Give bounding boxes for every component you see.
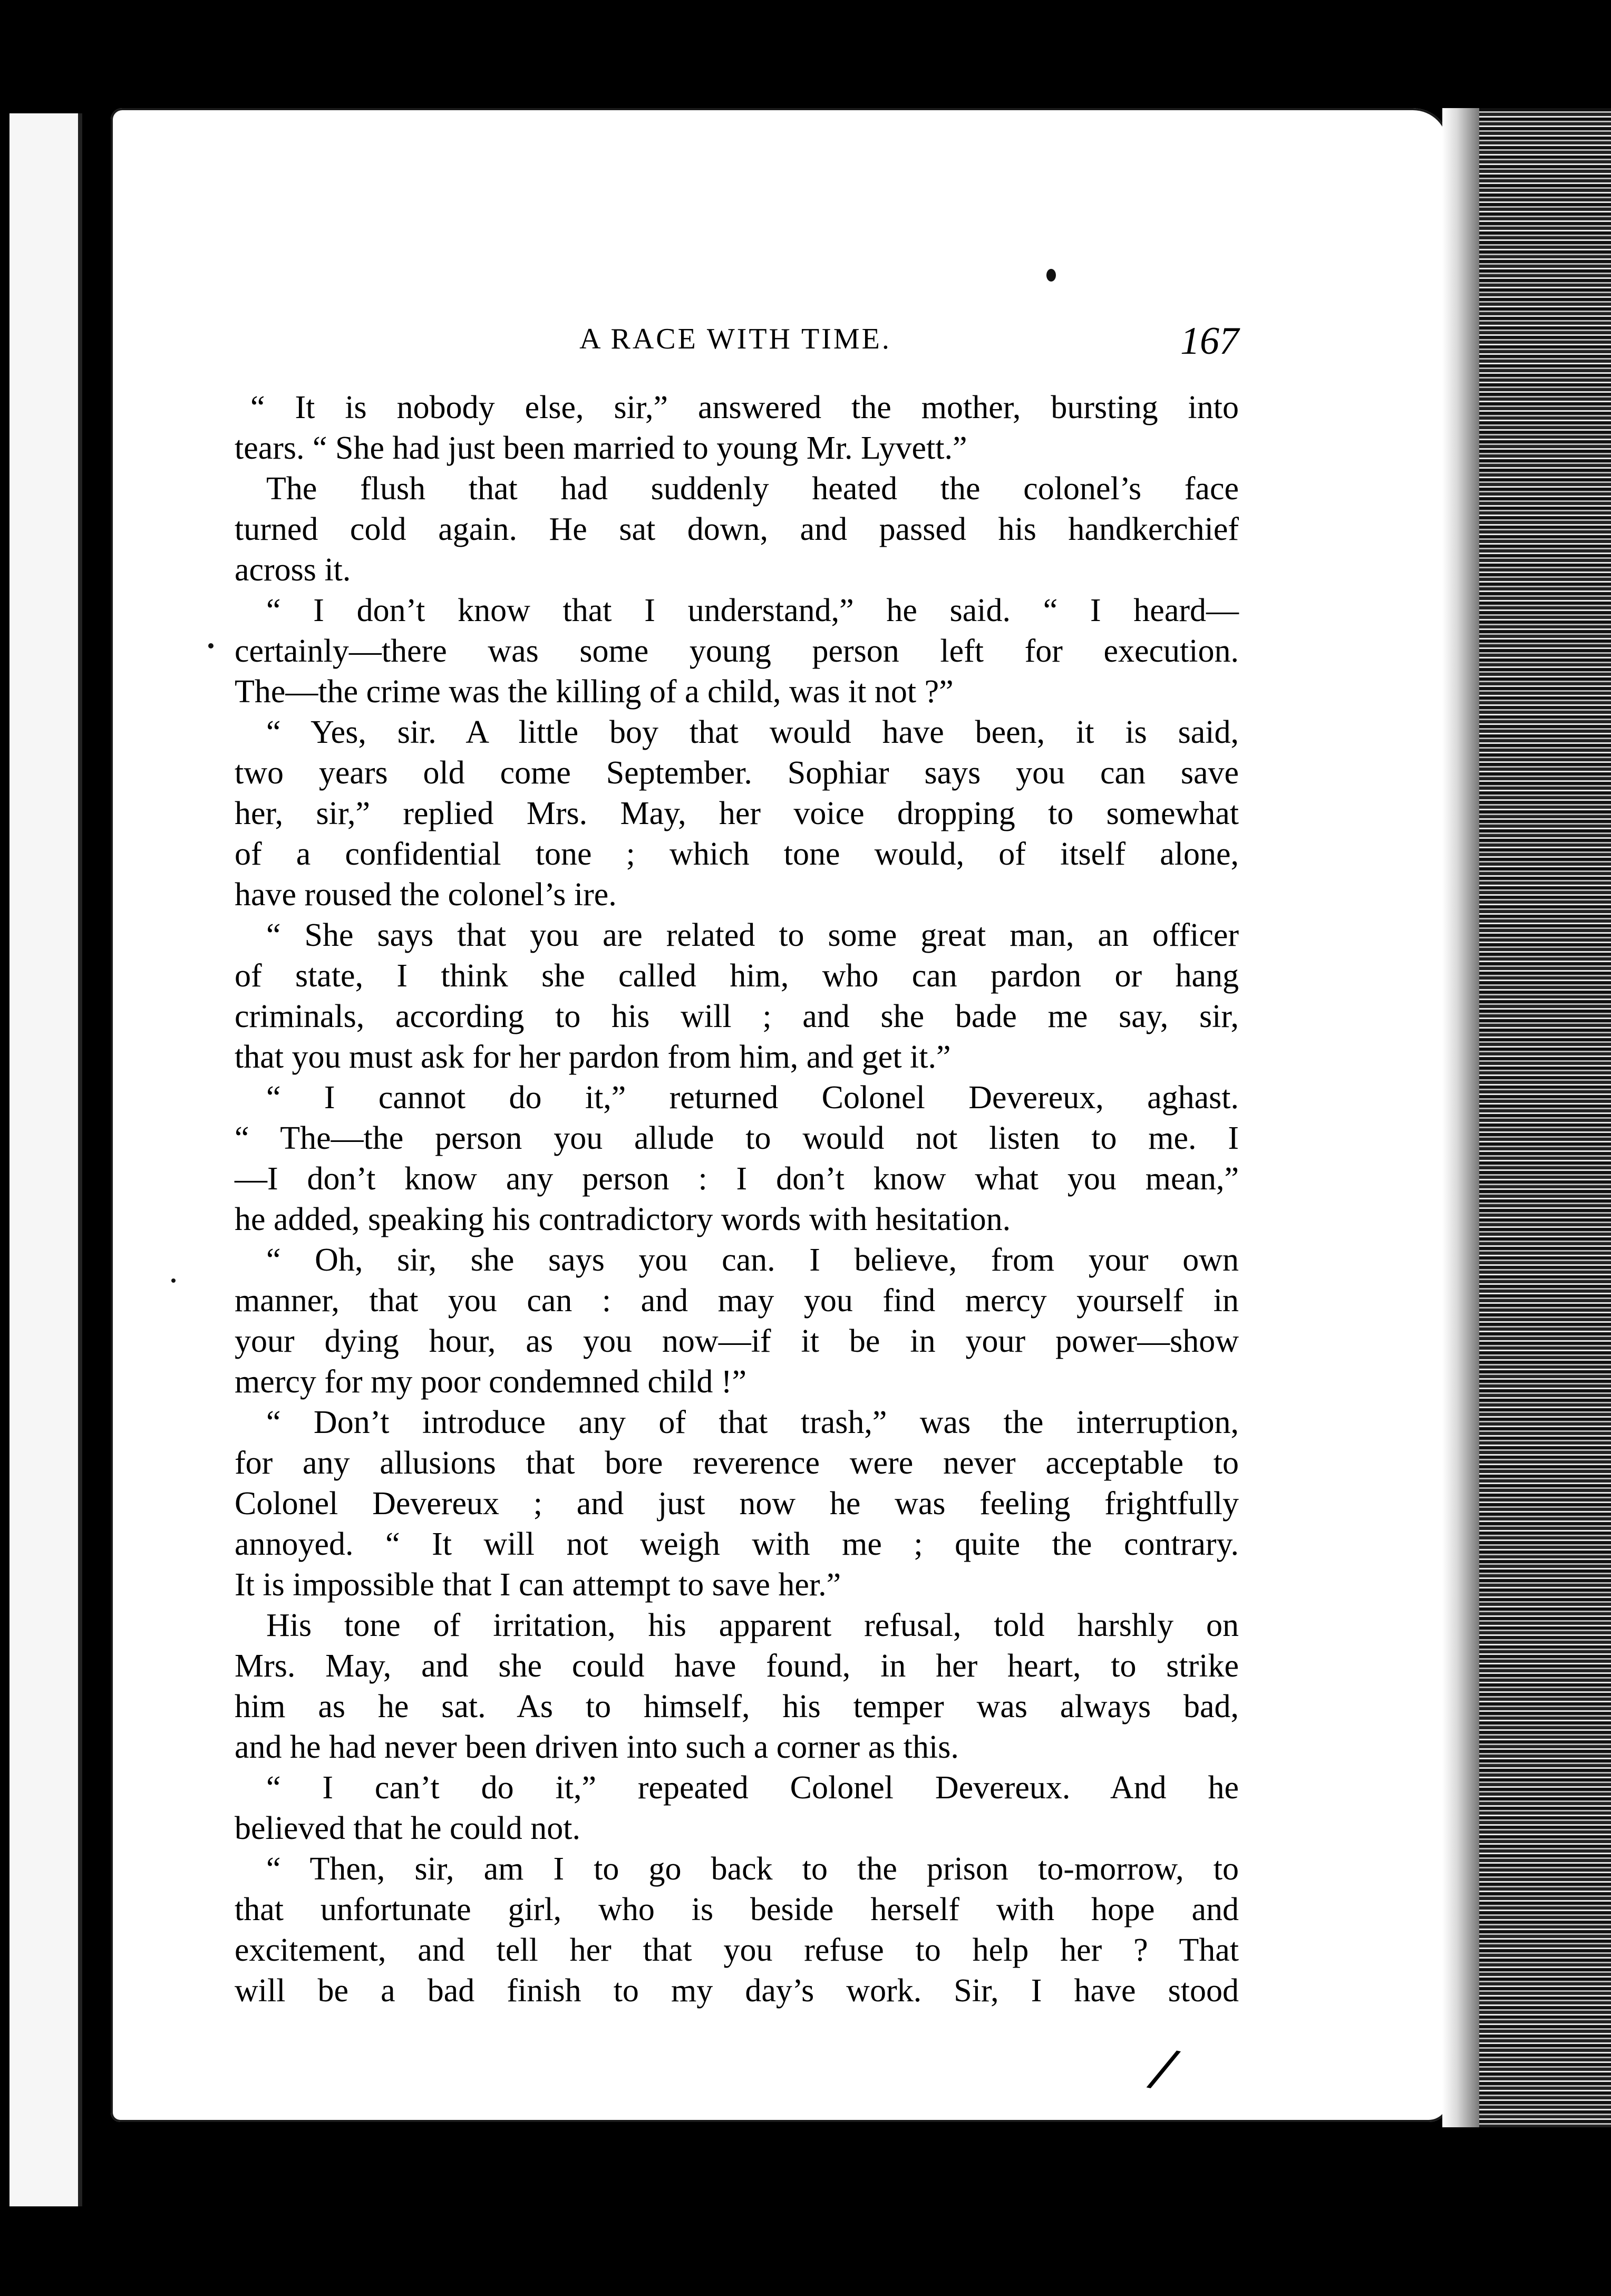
page-number: 167 (1180, 319, 1239, 363)
previous-page-edge (9, 113, 82, 2206)
text-line: have roused the colonel’s ire. (235, 877, 617, 913)
text-line: that unfortunate girl, who is beside herself with hope and (235, 1892, 1239, 1927)
text-line: criminals, according to his will ; and she bade me say, sir, (235, 999, 1239, 1034)
text-line: “ I can’t do it,” repeated Colonel Devereux. And he (266, 1770, 1239, 1806)
ink-speck (171, 1278, 176, 1283)
text-line: her, sir,” replied Mrs. May, her voice dropping to somewhat (235, 796, 1239, 831)
text-line: of state, I think she called him, who can pardon or hang (235, 958, 1239, 994)
text-line: Mrs. May, and she could have found, in her heart, to strike (235, 1648, 1239, 1684)
text-line: —I don’t know any person : I don’t know what you mean,” (235, 1161, 1239, 1197)
ink-mark: / (1147, 2032, 1179, 2105)
text-line: he added, speaking his contradictory words with hesitation. (235, 1202, 1011, 1237)
text-line: “ Then, sir, am I to go back to the prison to-morrow, to (266, 1851, 1239, 1887)
text-line: “ Oh, sir, she says you can. I believe, from your own (266, 1242, 1239, 1278)
ink-speck (208, 643, 213, 648)
text-line: him as he sat. As to himself, his temper was always bad, (235, 1689, 1239, 1725)
text-line: certainly—there was some young person left for execution. (235, 633, 1239, 669)
page-header (232, 319, 1239, 366)
page-gutter-shadow (1442, 108, 1479, 2127)
text-line: annoyed. “ It will not weigh with me ; quite the contrary. (235, 1526, 1239, 1562)
text-line: It is impossible that I can attempt to save her.” (235, 1567, 841, 1603)
text-line: turned cold again. He sat down, and passed his handkerchief (235, 511, 1239, 547)
text-line: believed that he could not. (235, 1810, 580, 1846)
text-line: The—the crime was the killing of a child, was it not ?” (235, 674, 954, 710)
text-line: that you must ask for her pardon from him, and get it.” (235, 1039, 951, 1075)
text-line: of a confidential tone ; which tone would, of itself alone, (235, 836, 1239, 872)
text-line: mercy for my poor condemned child !” (235, 1364, 746, 1400)
text-line: manner, that you can : and may you find mercy yourself in (235, 1283, 1239, 1319)
text-line: and he had never been driven into such a corner as this. (235, 1729, 959, 1765)
text-line: “ It is nobody else, sir,” answered the mother, bursting into (250, 390, 1239, 425)
text-line: for any allusions that bore reverence were never acceptable to (235, 1445, 1239, 1481)
running-head: A RACE WITH TIME. (579, 323, 891, 355)
text-line: across it. (235, 552, 351, 588)
ink-speck (1046, 269, 1056, 282)
text-line: will be a bad finish to my day’s work. Sir, I have stood (235, 1973, 1239, 2009)
text-line: tears. “ She had just been married to young Mr. Lyvett.” (235, 430, 967, 466)
text-line: “ I don’t know that I understand,” he said. “ I heard— (266, 593, 1239, 628)
text-line: your dying hour, as you now—if it be in your power—show (235, 1323, 1239, 1359)
text-line: Colonel Devereux ; and just now he was feeling frightfully (235, 1486, 1239, 1522)
scan-left-margin (0, 0, 121, 2296)
body-text (235, 387, 1239, 2011)
text-line: “ She says that you are related to some great man, an officer (266, 917, 1239, 953)
text-line: The flush that had suddenly heated the colonel’s face (266, 471, 1239, 507)
text-line: two years old come September. Sophiar says you can save (235, 755, 1239, 791)
text-line: “ I cannot do it,” returned Colonel Devereux, aghast. (266, 1080, 1239, 1116)
text-line: His tone of irritation, his apparent refusal, told harshly on (266, 1607, 1239, 1643)
text-line: “ Yes, sir. A little boy that would have been, it is said, (266, 714, 1239, 750)
text-line: “ The—the person you allude to would not listen to me. I (235, 1120, 1239, 1156)
text-line: excitement, and tell her that you refuse to help her ? That (235, 1932, 1239, 1968)
text-line: “ Don’t introduce any of that trash,” was the interruption, (266, 1404, 1239, 1440)
